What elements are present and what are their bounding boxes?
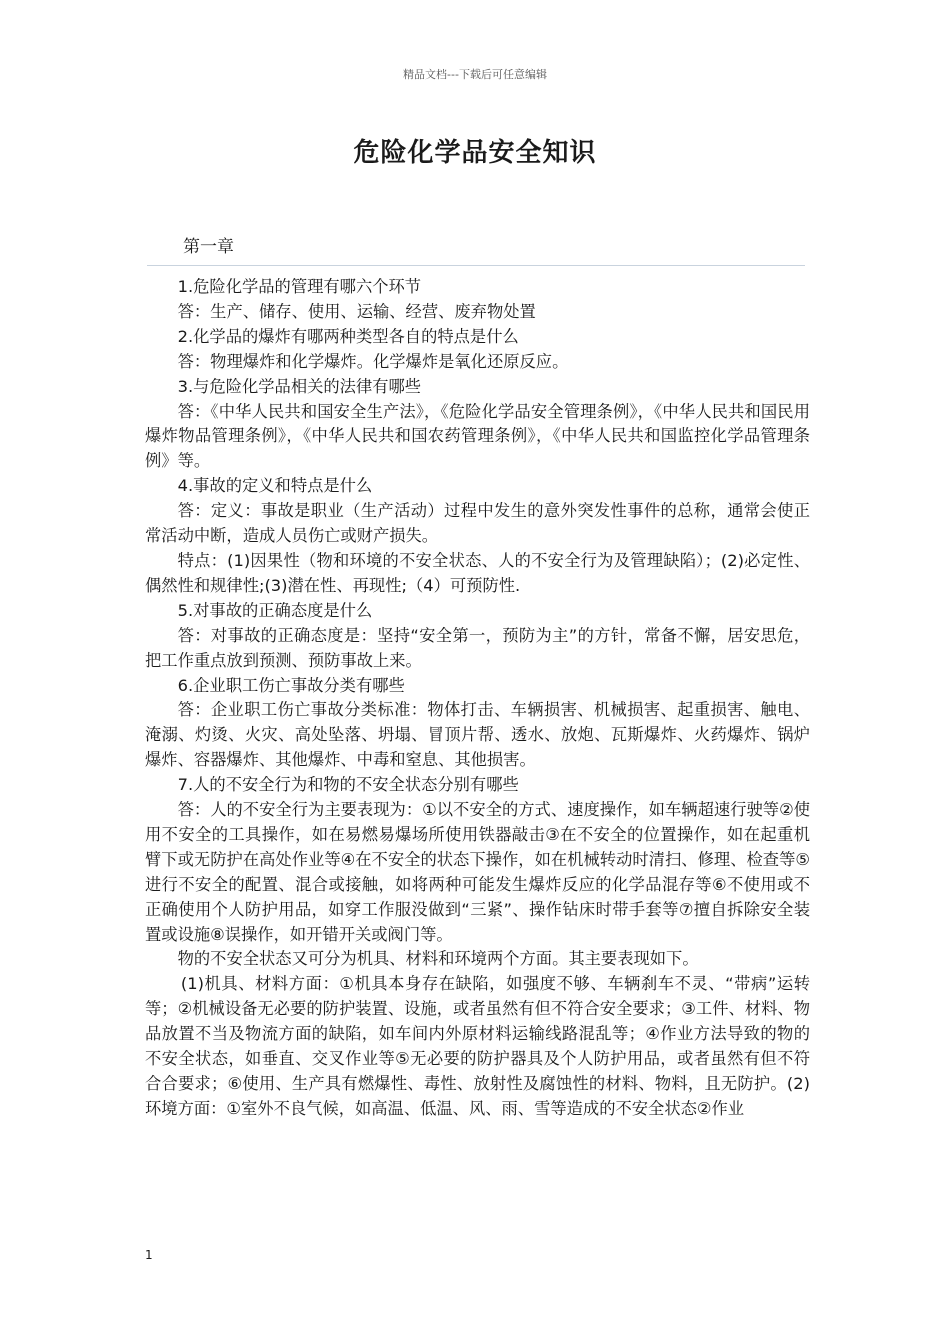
question-2: 2.化学品的爆炸有哪两种类型各自的特点是什么	[177, 326, 519, 346]
document-title: 危险化学品安全知识	[353, 138, 597, 168]
question-6: 6.企业职工伤亡事故分类有哪些	[177, 675, 405, 695]
question-3: 3.与危险化学品相关的法律有哪些	[177, 376, 422, 396]
answer-2: 答：物理爆炸和化学爆炸。化学爆炸是氧化还原反应。	[177, 351, 569, 371]
answer-4-definition: 答：定义：事故是职业（生产活动）过程中发生的意外突发性事件的总称，通常会使正常活动中断，造成人员伤亡或财产损失。	[145, 501, 810, 546]
answer-5: 答：对事故的正确态度是：坚持“安全第一，预防为主”的方针，常备不懈，居安思危，把工作重点放到预测、预防事故上来。	[145, 625, 810, 670]
page-number: 1	[145, 1248, 153, 1262]
answer-1: 答：生产、储存、使用、运输、经营、废弃物处置	[177, 301, 536, 321]
chapter-heading: 第一章	[183, 237, 234, 257]
answer-7-behaviors: 答：人的不安全行为主要表现为：①以不安全的方式、速度操作，如车辆超速行驶等②使用不安全的工具操作，如在易燃易爆场所使用铁器敲击③在不安全的位置操作，如在起重机臂下或无防护在高处作业等④在不安全的状态下操作，如在机械转动时清扫、修理、检查等⑤进行不安全的配置、混合或接触，如将两种可能发生爆炸反应的化学品混存等⑥不使用或不正确使用个人防护用品，如穿工作服没做到“三紧”、操作钻床时带手套等⑦擅自拆除安全装置或设施⑧误操作，如开错开关或阀门等。	[145, 800, 810, 944]
answer-4-features: 特点：(1)因果性（物和环境的不安全状态、人的不安全行为及管理缺陷）；(2)必定性、偶然性和规律性;(3)潜在性、再现性;（4）可预防性.	[145, 550, 810, 595]
question-4: 4.事故的定义和特点是什么	[177, 476, 373, 496]
question-1: 1.危险化学品的管理有哪六个环节	[177, 277, 422, 296]
question-7: 7.人的不安全行为和物的不安全状态分别有哪些	[177, 775, 519, 795]
answer-7-states-intro: 物的不安全状态又可分为机具、材料和环境两个方面。其主要表现如下。	[177, 949, 699, 969]
heading-divider	[147, 265, 805, 266]
document-body	[145, 275, 810, 1122]
answer-7-states-detail: (1)机具、材料方面：①机具本身存在缺陷，如强度不够、车辆刹车不灵、“带病”运转等；②机械设备无必要的防护装置、设施，或者虽然有但不符合安全要求；③工件、材料、物品放置不当及物流方面的缺陷，如车间内外原材料运输线路混乱等；④作业方法导致的物的不安全状态，如垂直、交叉作业等⑤无必要的防护器具及个人防护用品，或者虽然有但不符合合要求；⑥使用、生产具有燃爆性、毒性、放射性及腐蚀性的材料、物料，且无防护。(2)环境方面：①室外不良气候，如高温、低温、风、雨、雪等造成的不安全状态②作业	[145, 974, 810, 1118]
answer-6: 答：企业职工伤亡事故分类标准：物体打击、车辆损害、机械损害、起重损害、触电、淹溺、灼烫、火灾、高处坠落、坍塌、冒顶片帮、透水、放炮、瓦斯爆炸、火药爆炸、锅炉爆炸、容器爆炸、其他爆炸、中毒和窒息、其他损害。	[145, 700, 810, 770]
answer-3: 答：《中华人民共和国安全生产法》，《危险化学品安全管理条例》，《中华人民共和国民用爆炸物品管理条例》，《中华人民共和国农药管理条例》，《中华人民共和国监控化学品管理条例》等。	[145, 401, 810, 471]
page-header: 精品文档---下载后可任意编辑	[403, 68, 547, 81]
question-5: 5.对事故的正确态度是什么	[177, 600, 373, 620]
